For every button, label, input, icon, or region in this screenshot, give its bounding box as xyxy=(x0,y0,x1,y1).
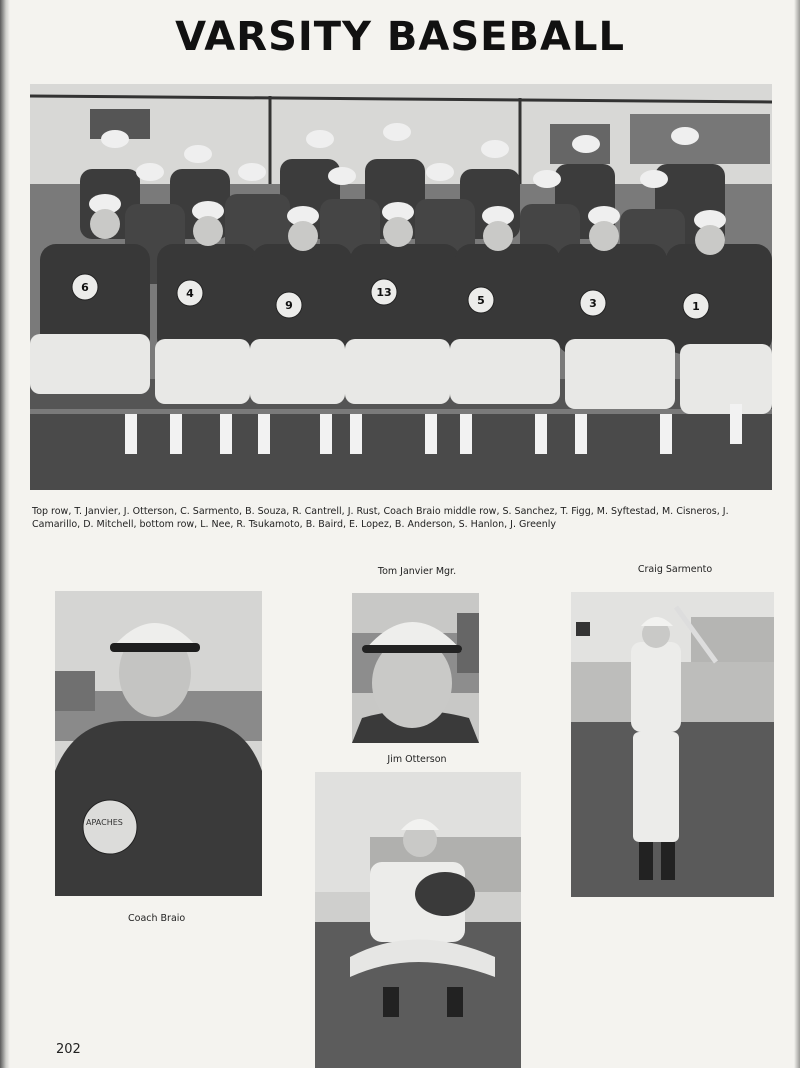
coach-caption: Coach Braio xyxy=(128,913,186,924)
otterson-caption: Jim Otterson xyxy=(387,754,447,765)
team-photo-caption: Top row, T. Janvier, J. Otterson, C. Sarmento, B. Souza, R. Cantrell, J. Rust, Coach Braio middle row, S. Sanchez, T. Figg, M. Syftestad, M. Cisneros, J. Camarillo, D. Mitchell, bottom row, L. Nee, R. Tsukamoto, B. Baird, E. Lopez, B. Anderson, S. Hanlon, J. Greenly xyxy=(32,506,729,530)
jersey-number-label: 9 xyxy=(285,299,293,312)
page-binding-edge xyxy=(0,0,10,1068)
batter-photo xyxy=(571,592,774,897)
batter-caption: Craig Sarmento xyxy=(637,564,713,575)
page-right-edge xyxy=(794,0,800,1068)
manager-caption: Tom Janvier Mgr. xyxy=(377,566,457,577)
team-photo xyxy=(30,84,772,490)
catcher-photo xyxy=(315,772,521,1068)
jersey-number-label: 13 xyxy=(376,286,392,299)
jersey-number-label: 3 xyxy=(589,297,597,310)
jersey-number-label: 4 xyxy=(186,287,194,300)
jersey-number-label: 1 xyxy=(692,300,700,313)
jersey-number-label: 6 xyxy=(81,281,89,294)
page-number: 202 xyxy=(56,1042,81,1057)
jersey-number-label: 5 xyxy=(477,294,485,307)
page-title: VARSITY BASEBALL xyxy=(175,14,625,60)
coach-patch-text: APACHES xyxy=(86,818,123,827)
manager-photo xyxy=(352,593,479,743)
coach-photo xyxy=(55,591,262,896)
